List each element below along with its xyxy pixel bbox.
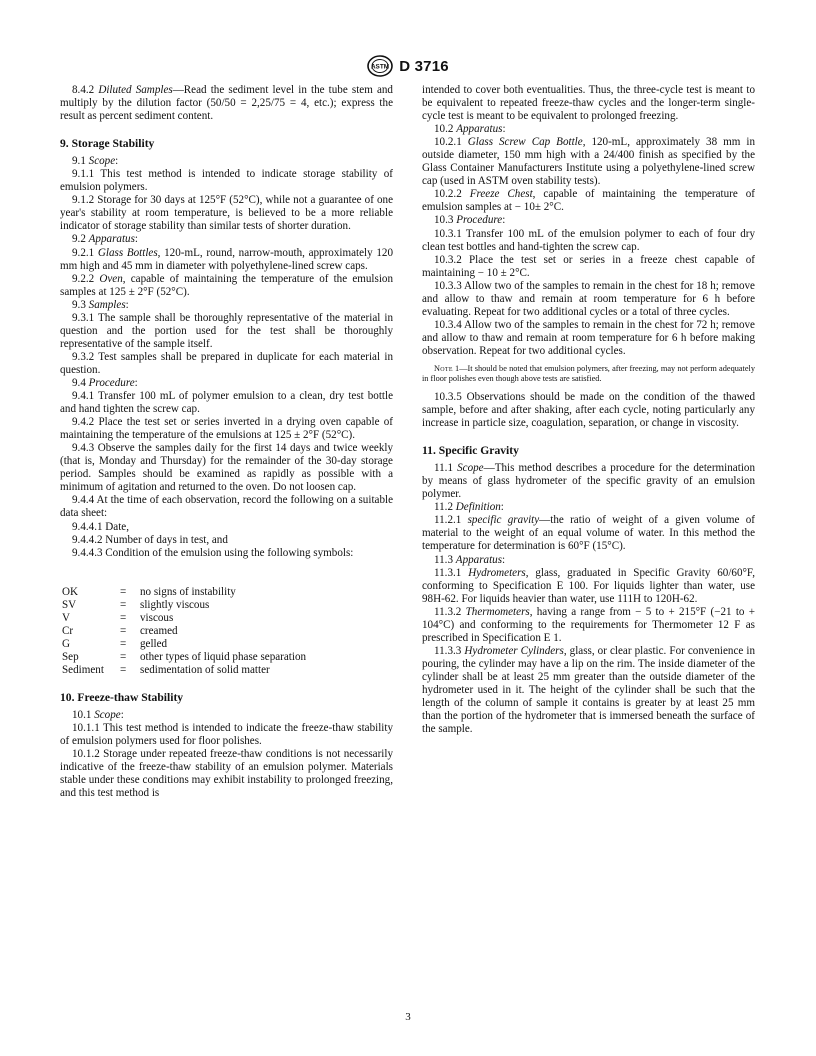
- symbol-desc: viscous: [140, 611, 174, 624]
- symbol-desc: no signs of instability: [140, 585, 236, 598]
- section-9-4-4-1: 9.4.4.1 Date,: [72, 520, 129, 533]
- section-9-heading: 9. Storage Stability: [60, 137, 155, 151]
- section-9-4-3: 9.4.3 Observe the samples daily for the first 14 days and twice weekly (that is, Monday and Thursday) for the remainder of the 30-day storage period. Samples should be examined as rapidly as possible with a minimum of agitation and returned to the oven. Do not loosen cap.: [60, 442, 393, 494]
- page-number: 3: [405, 1011, 411, 1023]
- symbol-code: OK: [62, 585, 79, 598]
- symbol-desc: other types of liquid phase separation: [140, 650, 307, 663]
- section-10-3: 10.3 Procedure:: [434, 214, 506, 227]
- section-11-heading: 11. Specific Gravity: [422, 444, 519, 458]
- symbol-desc: sedimentation of solid matter: [140, 663, 270, 676]
- section-9-1: 9.1 Scope:: [72, 155, 119, 168]
- section-9-4-4: 9.4.4 At the time of each observation, record the following on a suitable data sheet:: [60, 494, 393, 520]
- symbol-row: [62, 586, 306, 599]
- symbol-desc: creamed: [140, 624, 178, 637]
- section-9-4: 9.4 Procedure:: [72, 376, 138, 389]
- section-10-3-4: 10.3.4 Allow two of the samples to remain in the chest for 72 h; remove and allow to thaw and remain at room temperature for 6 h before making observation. Repeat for two additional cycles.: [422, 318, 755, 357]
- symbol-equals: =: [120, 663, 127, 676]
- right-column: [422, 84, 755, 736]
- symbol-row: [62, 664, 306, 677]
- section-10-3-5: 10.3.5 Observations should be made on the condition of the thawed sample, before and after shaking, after each cycle, noting particularly any increase in particle size, coagulation, separation, or change in viscosity.: [422, 390, 755, 430]
- symbol-row: [62, 612, 306, 625]
- section-9-2-2: 9.2.2 Oven, capable of maintaining the temperature of the emulsion samples at 125 ± 2°F (52°C).: [60, 272, 393, 298]
- section-10-2-1: 10.2.1 Glass Screw Cap Bottle, 120-mL, approximately 38 mm in outside diameter, 150 mm high with a 24/400 finish as specified by the Glass Container Manufacturers Institute using a polyethylene-lined screw cap (used in ASTM oven stability tests).: [422, 136, 755, 188]
- section-11-2: 11.2 Definition:: [434, 501, 504, 514]
- section-9-2-1: 9.2.1 Glass Bottles, 120-mL, round, narrow-mouth, approximately 120 mm high and 45 mm in diameter with polyethylene-lined screw caps.: [60, 246, 393, 272]
- symbol-code: V: [62, 611, 71, 624]
- symbol-row: [62, 625, 306, 638]
- symbol-desc: slightly viscous: [140, 598, 210, 611]
- section-10-1-1: 10.1.1 This test method is intended to indicate the freeze-thaw stability of emulsion polymers used for floor polishes.: [60, 722, 393, 748]
- section-9-2: 9.2 Apparatus:: [72, 233, 138, 246]
- section-10-3-2: 10.3.2 Place the test set or series in a freeze chest capable of maintaining − 10 ± 2°C.: [422, 253, 755, 279]
- section-11-3-2: 11.3.2 Thermometers, having a range from − 5 to + 215°F (−21 to + 104°C) and conforming to the requirements for Thermometer 12 F as prescribed in Specification E 1.: [422, 605, 755, 644]
- section-10-1-2-continued: intended to cover both eventualities. Thus, the three-cycle test is meant to be equivalent to repeated freeze-thaw cycles and the longer-term single-cycle test is meant to be equivalent to prolonged freezing.: [422, 84, 755, 123]
- symbol-equals: =: [120, 624, 127, 637]
- condition-symbols-table: [62, 586, 306, 677]
- section-9-3-2: 9.3.2 Test samples shall be prepared in duplicate for each material in question.: [60, 350, 393, 376]
- symbol-code: Cr: [62, 624, 74, 637]
- section-9-1-2: 9.1.2 Storage for 30 days at 125°F (52°C), while not a guarantee of one year's stability at room temperature, is believed to be a more reliable indicator of storage stability than similar tests of shorter duration.: [60, 194, 393, 233]
- section-10-3-1: 10.3.1 Transfer 100 mL of the emulsion polymer to each of four dry clean test bottles and hand-tighten the screw cap.: [422, 227, 755, 253]
- section-9-4-4-2: 9.4.4.2 Number of days in test, and: [72, 533, 228, 546]
- symbol-row: [62, 638, 306, 651]
- section-11-2-1: 11.2.1 specific gravity—the ratio of weight of a given volume of material to the weight of an equal volume of water. In this method the temperature for determination is 60°F (15°C).: [422, 514, 755, 553]
- section-11-3: 11.3 Apparatus:: [434, 553, 506, 566]
- symbol-equals: =: [120, 650, 127, 663]
- section-9-3: 9.3 Samples:: [72, 298, 129, 311]
- section-10-1-2: 10.1.2 Storage under repeated freeze-thaw conditions is not necessarily indicative of the freeze-thaw stability of an emulsion polymer. Materials stable under these conditions may exhibit instability to prolonged freezing, and this test method is: [60, 748, 393, 800]
- section-11-3-3: 11.3.3 Hydrometer Cylinders, glass, or clear plastic. For convenience in pouring, the cylinder may have a lip on the rim. The inside diameter of the cylinder shall be at least 25 mm greater than the outside diameter of the hydrometer used in it. The height of the cylinder shall be such that the length of the column of sample it contains is greater by at least 25 mm than the portion of the hydrometer that is immersed beneath the surface of the sample.: [422, 644, 756, 736]
- page-header: [0, 55, 816, 77]
- document-designation: D 3716: [399, 57, 449, 75]
- symbol-equals: =: [120, 585, 127, 598]
- symbol-code: SV: [62, 598, 77, 611]
- section-10-3-3: 10.3.3 Allow two of the samples to remain in the chest for 18 h; remove and allow to thaw and remain at room temperature for 6 h before evaluating. Repeat for two additional cycles or a total of three cycles.: [422, 279, 755, 318]
- symbol-desc: gelled: [140, 637, 168, 650]
- symbol-equals: =: [120, 611, 127, 624]
- section-9-3-1: 9.3.1 The sample shall be thoroughly representative of the material in question and the portion used for the test shall be thoroughly representative of the sample itself.: [60, 311, 393, 350]
- section-10-heading: 10. Freeze-thaw Stability: [60, 690, 184, 704]
- svg-text:ASTM: ASTM: [371, 63, 390, 71]
- symbol-code: Sep: [62, 650, 79, 663]
- symbol-equals: =: [120, 598, 127, 611]
- symbol-equals: =: [120, 637, 127, 650]
- section-11-3-1: 11.3.1 Hydrometers, glass, graduated in Specific Gravity 60/60°F, conforming to Specification E 100. For liquids lighter than water, use 98H-62. For liquids heavier than water, use 111H to 120H-62.: [422, 566, 755, 605]
- symbol-code: Sediment: [62, 663, 104, 676]
- section-9-4-2: 9.4.2 Place the test set or series inverted in a drying oven capable of maintaining the temperature of the emulsions at 125 ± 2°F (52°C).: [60, 416, 393, 442]
- section-10-1: 10.1 Scope:: [72, 709, 124, 722]
- section-9-4-1: 9.4.1 Transfer 100 mL of polymer emulsion to a clean, dry test bottle and hand tighten the screw cap.: [60, 390, 393, 416]
- section-9-4-4-3: 9.4.4.3 Condition of the emulsion using the following symbols:: [72, 546, 354, 559]
- note-1: Note 1—It should be noted that emulsion polymers, after freezing, may not perform adequately in floor polishes even though above tests are satisfied.: [422, 363, 755, 384]
- symbol-row: [62, 651, 306, 664]
- section-8-4-2: 8.4.2 Diluted Samples—Read the sediment level in the tube stem and multiply by the dilution factor (50/50 = 2,25/75 = 4, etc.); express the result as percent sediment content.: [60, 84, 393, 123]
- section-9-1-1: 9.1.1 This test method is intended to indicate storage stability of emulsion polymers.: [60, 168, 393, 194]
- section-10-2: 10.2 Apparatus:: [434, 123, 506, 136]
- astm-logo-icon: [367, 55, 393, 77]
- symbol-row: [62, 599, 306, 612]
- symbol-code: G: [62, 637, 71, 650]
- section-10-2-2: 10.2.2 Freeze Chest, capable of maintaining the temperature of emulsion samples at − 10± 2°C.: [422, 188, 755, 214]
- section-11-1: 11.1 Scope—This method describes a procedure for the determination by means of glass hydrometer of the specific gravity of an emulsion polymer.: [422, 462, 755, 501]
- left-column: [60, 84, 393, 800]
